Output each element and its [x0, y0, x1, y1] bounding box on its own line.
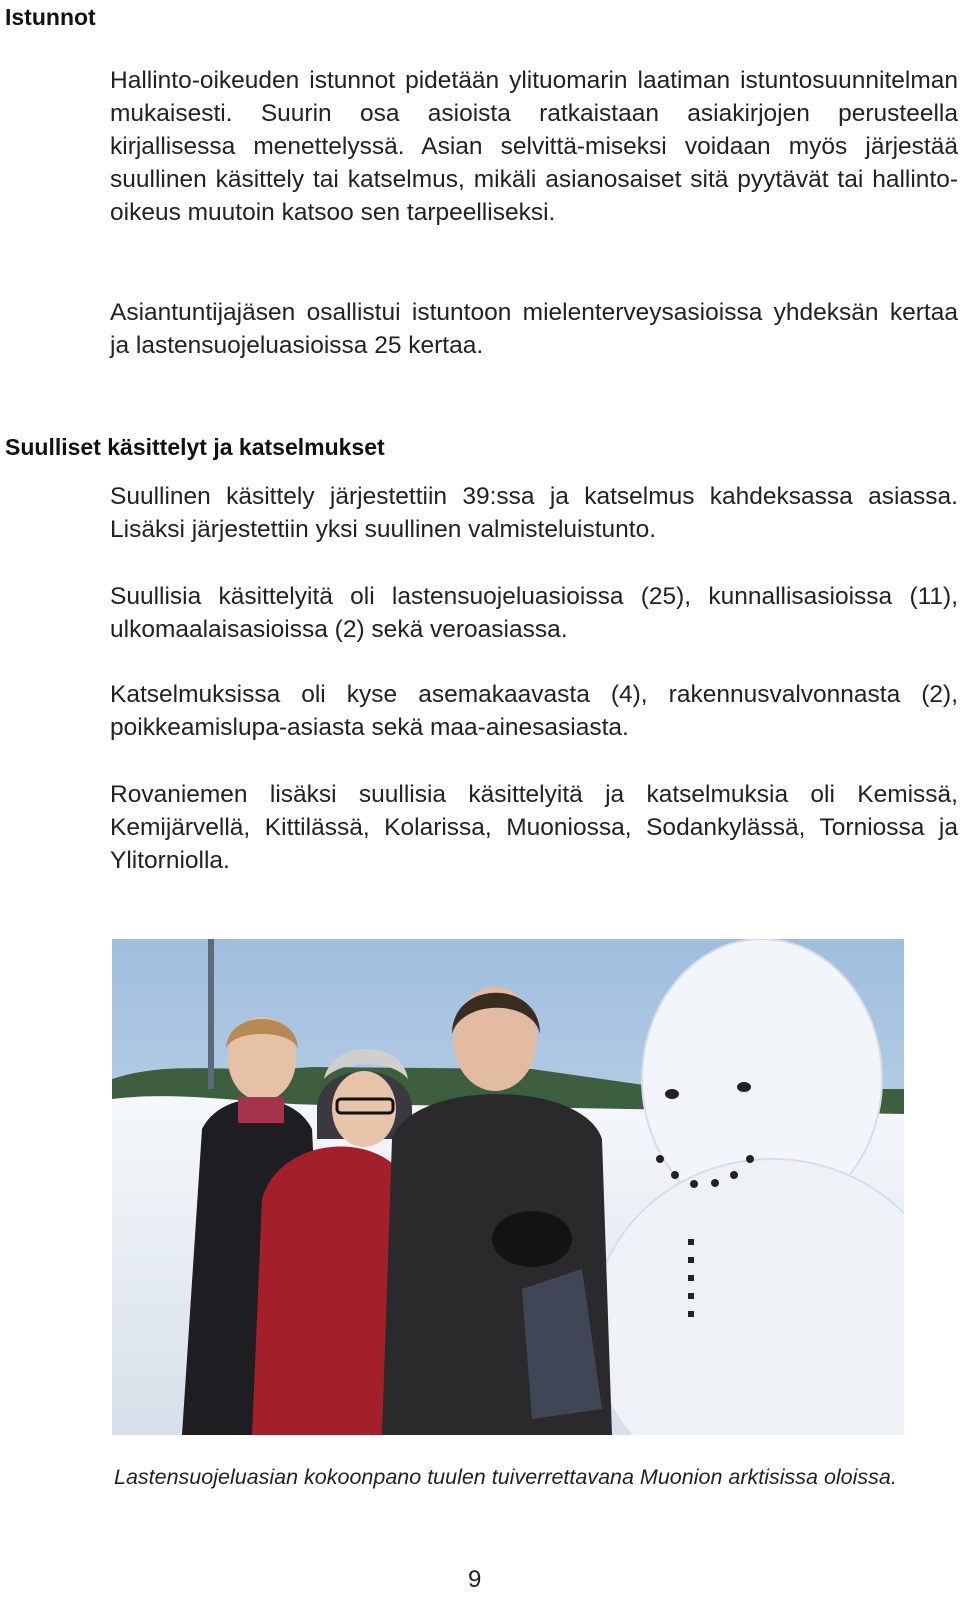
section-heading-istunnot: Istunnot — [5, 4, 96, 30]
section-heading-suulliset: Suulliset käsittelyt ja katselmukset — [5, 434, 385, 460]
snowman-eye-right — [737, 1082, 751, 1092]
photo-caption: Lastensuojeluasian kokoonpano tuulen tuiverrettavana Muonion arktisissa oloissa. — [114, 1465, 897, 1489]
photo-illustration — [112, 939, 904, 1435]
paragraph-istunnot-1: Hallinto-oikeuden istunnot pidetään ylituomarin laatiman istuntosuunnitelman mukaisesti. Suurin osa asioista ratkaistaan asiakirjojen perusteella kirjallisessa menettelyssä. Asian selvittä-miseksi voidaan myös järjestää suullinen käsittely tai katselmus, mikäli asianosaiset sitä pyytävät tai hallinto-oikeus muutoin katsoo sen tarpeelliseksi. — [110, 67, 958, 226]
lamp-pole — [208, 939, 214, 1089]
paragraph-suulliset-4: Rovaniemen lisäksi suullisia käsittelyitä ja katselmuksia oli Kemissä, Kemijärvellä, Kittilässä, Kolarissa, Muoniossa, Sodankylässä, Torniossa ja Ylitorniolla. — [110, 781, 958, 874]
paragraph-suulliset-3: Katselmuksissa oli kyse asemakaavasta (4), rakennusvalvonnasta (2), poikkeamislupa-asiasta sekä maa-ainesasiasta. — [110, 681, 958, 741]
paragraph-suulliset-1: Suullinen käsittely järjestettiin 39:ssa ja katselmus kahdeksassa asiassa. Lisäksi järjestettiin yksi suullinen valmisteluistunto. — [110, 483, 958, 543]
paragraph-suulliset-2: Suullisia käsittelyitä oli lastensuojeluasioissa (25), kunnallisasioissa (11), ulkomaalaisasioissa (2) sekä veroasiassa. — [110, 583, 958, 643]
paragraph-istunnot-2: Asiantuntijajäsen osallistui istuntoon mielenterveysasioissa yhdeksän kertaa ja lastensuojeluasioissa 25 kertaa. — [110, 299, 958, 359]
snowman-eye-left — [665, 1089, 679, 1099]
snowman-photo — [112, 939, 904, 1435]
page-number: 9 — [468, 1566, 482, 1593]
